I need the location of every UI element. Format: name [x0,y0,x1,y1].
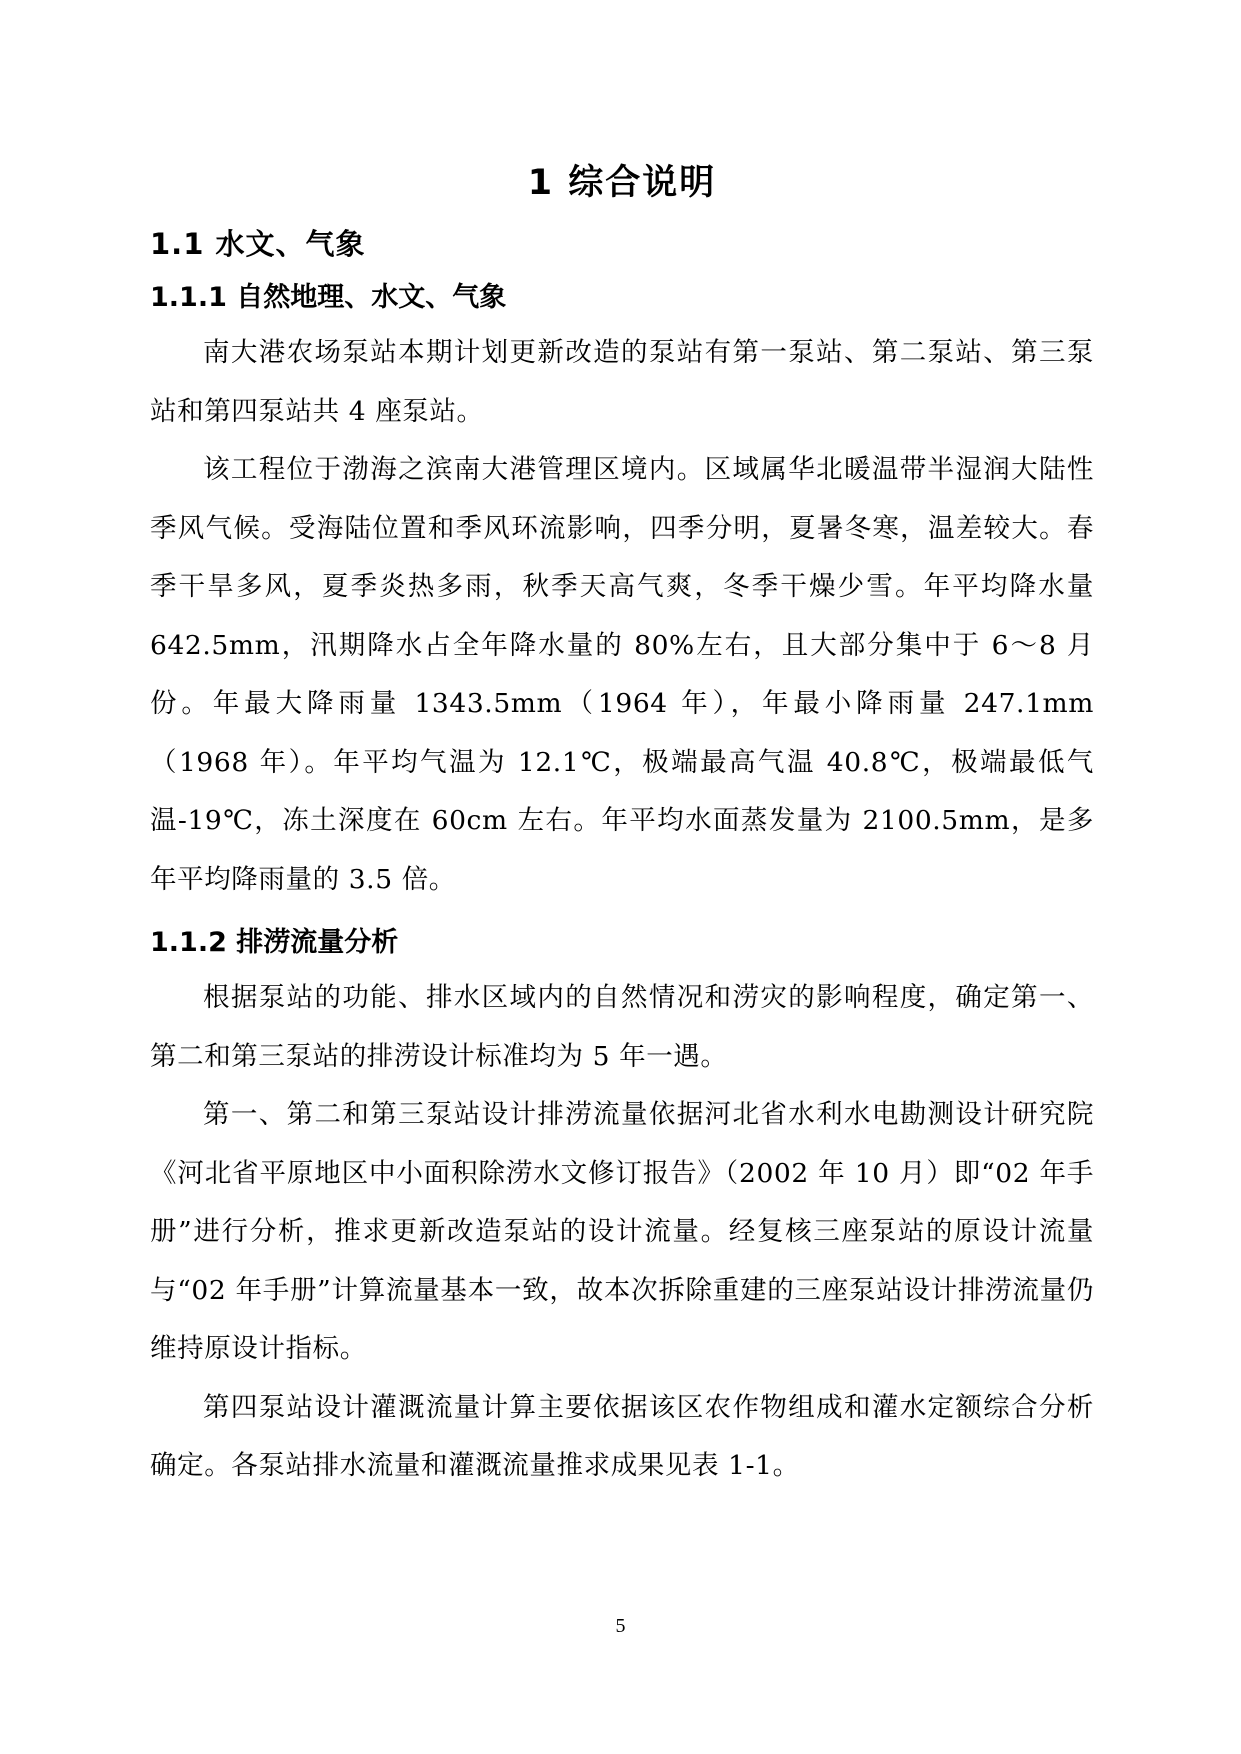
section-heading-1-1: 1.1 水文、气象 [150,227,366,261]
subsection-heading-1-1-2: 1.1.2 排涝流量分析 [150,927,399,958]
paragraph: 根据泵站的功能、排水区域内的自然情况和涝灾的影响程度，确定第一、第二和第三泵站的排涝设计标准均为 5 年一遇。 [150,982,1094,1072]
subsection-heading-1-1-1: 1.1.1 自然地理、水文、气象 [150,282,507,313]
paragraph: 第一、第二和第三泵站设计排涝流量依据河北省水利水电勘测设计研究院《河北省平原地区中小面积除涝水文修订报告》（2002 年 10 月）即“02 年手册”进行分析，推求更新改造泵站的设计流量。经复核三座泵站的原设计流量与“02 年手册”计算流量基本一致，故本次拆除重建的三座泵站设计排涝流量仍维持原设计指标。 [150,1099,1094,1364]
paragraph: 南大港农场泵站本期计划更新改造的泵站有第一泵站、第二泵站、第三泵站和第四泵站共 4 座泵站。 [150,337,1094,427]
document-page [150,140,1094,1496]
chapter-title: 1 综合说明 [527,163,717,203]
paragraph: 第四泵站设计灌溉流量计算主要依据该区农作物组成和灌水定额综合分析确定。各泵站排水流量和灌溉流量推求成果见表 1-1。 [150,1391,1094,1481]
page-number: 5 [615,1615,626,1637]
paragraph: 该工程位于渤海之滨南大港管理区境内。区域属华北暖温带半湿润大陆性季风气候。受海陆位置和季风环流影响，四季分明，夏暑冬寒，温差较大。春季干旱多风，夏季炎热多雨，秋季天高气爽，冬季干燥少雪。年平均降水量 642.5mm，汛期降水占全年降水量的 80%左右，且大部分集中于 6～8 月份。年最大降雨量 1343.5mm（1964 年），年最小降雨量 247.1mm（1968 年）。年平均气温为 12.1℃，极端最高气温 40.8℃，极端最低气温-19℃，冻土深度在 60cm 左右。年平均水面蒸发量为 2100.5mm，是多年平均降雨量的 3.5 倍。 [150,454,1094,895]
